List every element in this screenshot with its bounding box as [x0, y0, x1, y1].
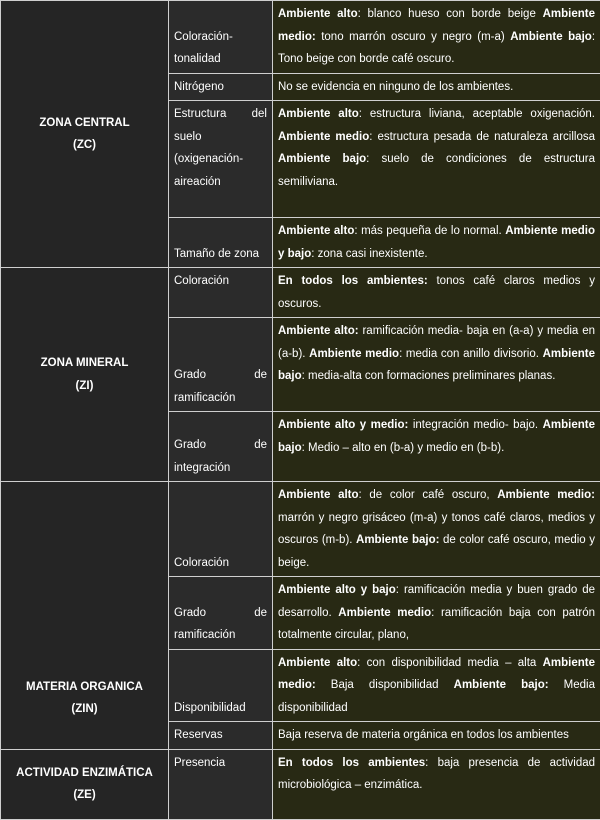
parameter-cell: Coloración	[169, 482, 273, 577]
zone-name: MATERIA ORGANICA	[6, 676, 163, 699]
parameter-cell: Reservas	[169, 722, 273, 750]
description-cell: Ambiente alto: más pequeña de lo normal. Ambiente medio y bajo: zona casi inexistente.	[273, 218, 600, 268]
zone-code: (ZI)	[6, 375, 163, 398]
description-cell: Ambiente alto y bajo: ramificación media y buen grado de desarrollo. Ambiente medio: ramificación baja con patrón totalmente circular, plano,	[273, 577, 600, 650]
zone-central-cell	[1, 1, 169, 268]
zone-mineral-cell	[1, 268, 169, 482]
description-cell: Ambiente alto: con disponibilidad media – alta Ambiente medio: Baja disponibilidad Ambiente bajo: Media disponibilidad	[273, 649, 600, 722]
description-cell: En todos los ambientes: tonos café claros medios y oscuros.	[273, 268, 600, 318]
zone-code: (ZE)	[6, 784, 163, 807]
description-cell: Ambiente alto: estructura liviana, aceptable oxigenación. Ambiente medio: estructura pesada de naturaleza arcillosa Ambiente bajo: suelo de condiciones de estructura semiliviana.	[273, 101, 600, 218]
parameter-cell: Grado de integración	[169, 412, 273, 482]
table-row	[1, 1, 600, 74]
parameter-cell: Estructura del suelo (oxigenación-aireación	[169, 101, 273, 218]
table-row	[1, 749, 600, 819]
description-cell: No se evidencia en ninguno de los ambientes.	[273, 73, 600, 101]
zone-name: ZONA CENTRAL	[6, 112, 163, 135]
parameter-cell: Presencia	[169, 749, 273, 819]
zone-name: ZONA MINERAL	[6, 352, 163, 375]
description-cell: Baja reserva de materia orgánica en todos los ambientes	[273, 722, 600, 750]
description-cell: Ambiente alto: ramificación media- baja en (a-a) y media en (a-b). Ambiente medio: media con anillo divisorio. Ambiente bajo: media-alta con formaciones preliminares planas.	[273, 318, 600, 412]
parameter-cell: Disponibilidad	[169, 649, 273, 722]
parameter-cell: Coloración-tonalidad	[169, 1, 273, 74]
zone-enzymatic-cell	[1, 749, 169, 819]
description-cell: Ambiente alto: blanco hueso con borde beige Ambiente medio: tono marrón oscuro y negro (m-a) Ambiente bajo: Tono beige con borde café oscuro.	[273, 1, 600, 74]
zone-name: ACTIVIDAD ENZIMÁTICA	[6, 762, 163, 785]
table-row	[1, 268, 600, 318]
description-cell: En todos los ambientes: baja presencia de actividad microbiológica – enzimática.	[273, 749, 600, 819]
zone-organic-matter-cell	[1, 482, 169, 750]
table-row	[1, 482, 600, 577]
zone-code: (ZIN)	[6, 698, 163, 721]
parameter-cell: Grado de ramificación	[169, 318, 273, 412]
parameter-cell: Grado de ramificación	[169, 577, 273, 650]
description-cell: Ambiente alto y medio: integración medio- bajo. Ambiente bajo: Medio – alto en (b-a) y medio en (b-b).	[273, 412, 600, 482]
zone-code: (ZC)	[6, 134, 163, 157]
description-cell: Ambiente alto: de color café oscuro, Ambiente medio: marrón y negro grisáceo (m-a) y tonos café claros, medios y oscuros (m-b). Ambiente bajo: de color café oscuro, medio y beige.	[273, 482, 600, 577]
parameter-cell: Tamaño de zona	[169, 218, 273, 268]
parameter-cell: Nitrógeno	[169, 73, 273, 101]
parameter-cell: Coloración	[169, 268, 273, 318]
